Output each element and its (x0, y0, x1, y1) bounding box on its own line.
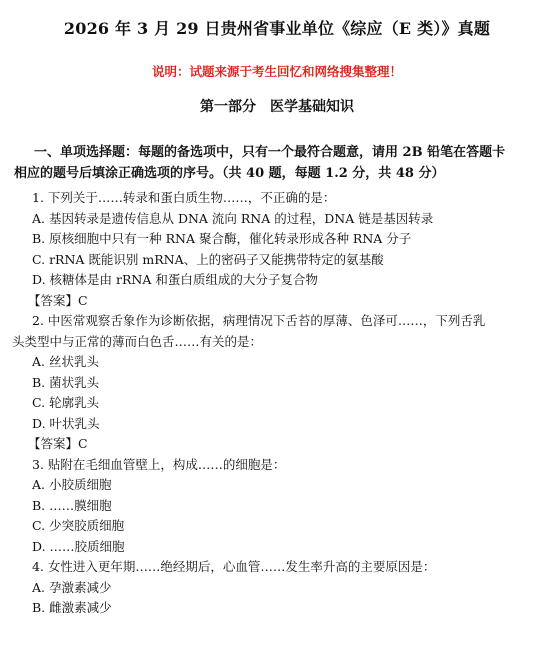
option-item: A. 小胶质细胞 (32, 477, 112, 492)
answer-label: 【答案】C (28, 436, 88, 451)
instruction-line: 相应的题号后填涂正确选项的序号。（共 40 题，每题 1.2 分，共 48 分） (14, 166, 445, 181)
document-title: 2026 年 3 月 29 日贵州省事业单位《综应（E 类）》真题 (63, 19, 491, 38)
option-item: A. 丝状乳头 (32, 354, 99, 369)
question-stem: 2. 中医常观察舌象作为诊断依据，病理情况下舌苔的厚薄、色泽可……，下列舌乳 (32, 313, 486, 328)
option-item: A. 孕激素减少 (32, 579, 112, 595)
option-item: B. 菌状乳头 (32, 374, 100, 390)
option-item: C. 少突胶质细胞 (32, 518, 125, 533)
option-item: B. 原核细胞中只有一种 RNA 聚合酶，催化转录形成各种 RNA 分子 (32, 231, 412, 246)
option-item: C. rRNA 既能识别 mRNA、上的密码子又能携带特定的氨基酸 (32, 251, 384, 267)
question-stem: 1. 下列关于……转录和蛋白质生物……，不正确的是： (32, 190, 336, 205)
source-note: 说明：试题来源于考生回忆和网络搜集整理！ (151, 64, 402, 79)
part-heading: 第一部分 医学基础知识 (200, 99, 354, 115)
option-item: B. 雌激素减少 (32, 600, 112, 615)
question-stem-continued: 头类型中与正常的薄而白色舌……有关的是： (12, 333, 263, 349)
question-list (12, 188, 547, 619)
option-item: C. 轮廓乳头 (32, 395, 100, 410)
instruction-line: 一、单项选择题：每题的备选项中，只有一个最符合题意，请用 2B 铅笔在答题卡 (34, 145, 506, 160)
option-item: D. 叶状乳头 (32, 415, 100, 431)
option-item: D. 核糖体是由 rRNA 和蛋白质组成的大分子复合物 (32, 272, 318, 287)
option-item: B. ……膜细胞 (32, 497, 112, 513)
section-instruction (14, 142, 544, 184)
question-stem: 3. 贴附在毛细血管壁上，构成……的细胞是： (32, 456, 286, 472)
option-item: D. ……胶质细胞 (32, 538, 125, 554)
option-item: A. 基因转录是遗传信息从 DNA 流向 RNA 的过程，DNA 链是基因转录 (32, 210, 434, 226)
answer-label: 【答案】C (28, 292, 88, 308)
question-stem: 4. 女性进入更年期……绝经期后，心血管……发生率升高的主要原因是： (32, 559, 436, 574)
